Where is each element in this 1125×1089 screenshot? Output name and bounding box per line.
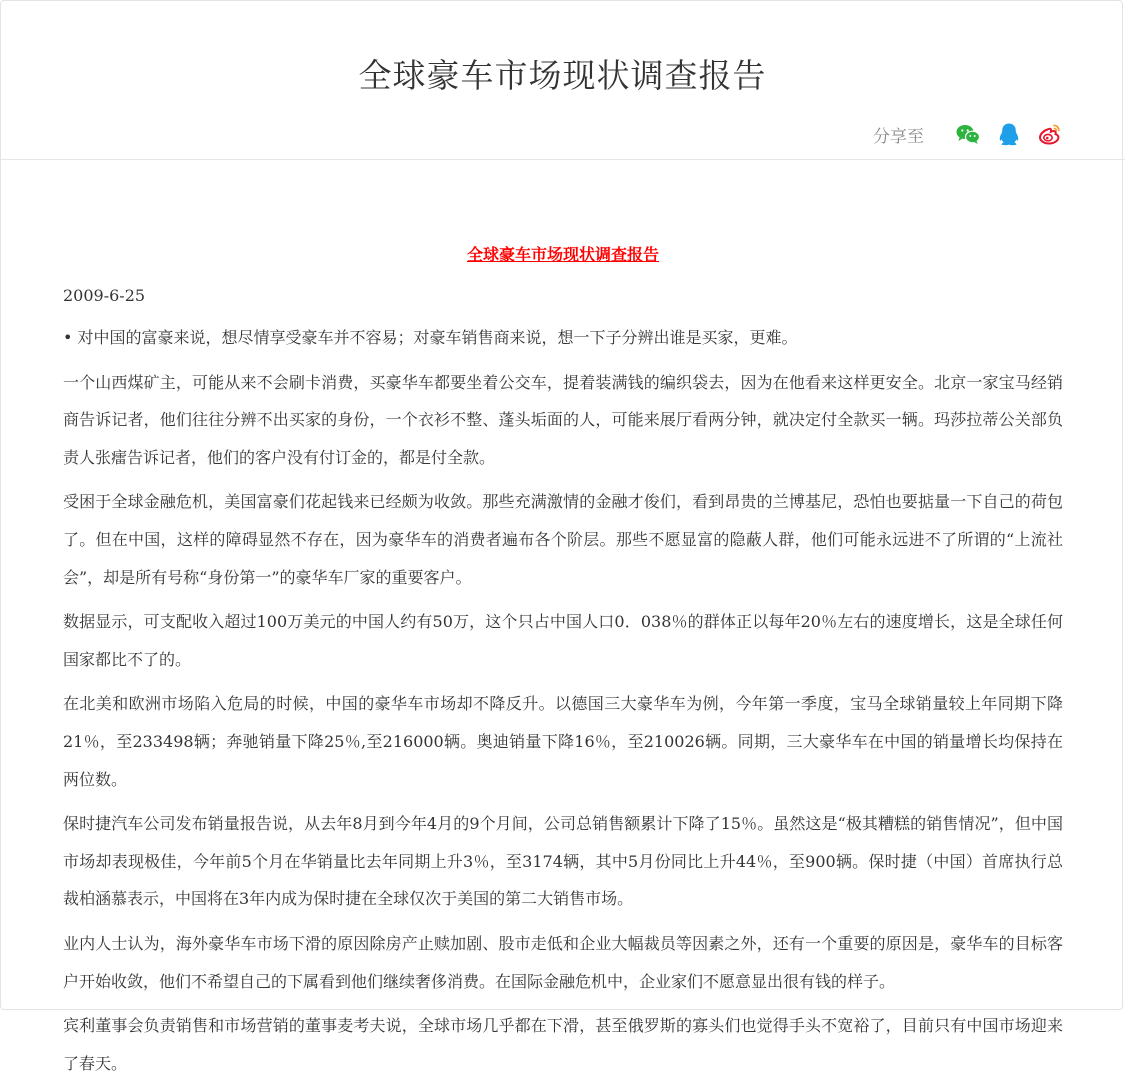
article-paragraph: 受困于全球金融危机，美国富豪们花起钱来已经颇为收敛。那些充满激情的金融才俊们，看到昂贵的兰博基尼，恐怕也要掂量一下自己的荷包了。但在中国，这样的障碍显然不存在，因为豪华车的消费者遍布各个阶层。那些不愿显富的隐蔽人群，他们可能永远进不了所谓的“上流社会”，却是所有号称“身份第一”的豪华车厂家的重要客户。 bbox=[63, 492, 1063, 587]
page-title: 全球豪车市场现状调查报告 bbox=[358, 56, 767, 95]
article-paragraph: 业内人士认为，海外豪华车市场下滑的原因除房产止赎加剧、股市走低和企业大幅裁员等因素之外，还有一个重要的原因是，豪华车的目标客户开始收敛，他们不希望自己的下属看到他们继续奢侈消费。在国际金融危机中，企业家们不愿意显出很有钱的样子。 bbox=[63, 933, 1063, 991]
article-paragraph: 一个山西煤矿主，可能从来不会刷卡消费，买豪华车都要坐着公交车，提着装满钱的编织袋去，因为在他看来这样更安全。北京一家宝马经销商告诉记者，他们往往分辨不出买家的身份，一个衣衫不整、蓬头垢面的人，可能来展厅看两分钟，就决定付全款买一辆。玛莎拉蒂公关部负责人张癗告诉记者，他们的客户没有付订金的，都是付全款。 bbox=[63, 372, 1063, 467]
wechat-icon[interactable] bbox=[955, 121, 981, 147]
article-paragraph: 数据显示，可支配收入超过100万美元的中国人约有50万，这个只占中国人口0．038％的群体正以每年20％左右的速度增长，这是全球任何国家都比不了的。 bbox=[63, 612, 1063, 669]
weibo-icon[interactable] bbox=[1037, 121, 1063, 147]
page-header bbox=[0, 0, 1125, 160]
article-paragraph: 宾利董事会负责销售和市场营销的董事麦考夫说，全球市场几乎都在下滑，甚至俄罗斯的寡头们也觉得手头不宽裕了，目前只有中国市场迎来了春天。 bbox=[63, 1016, 1063, 1073]
article-title[interactable]: 全球豪车市场现状调查报告 bbox=[466, 245, 659, 264]
share-bar bbox=[873, 118, 1063, 150]
article-date: 2009-6-25 bbox=[63, 286, 146, 305]
article-paragraph: • 对中国的富豪来说，想尽情享受豪车并不容易；对豪车销售商来说，想一下子分辨出谁是买家，更难。 bbox=[63, 328, 798, 347]
share-label: 分享至 bbox=[873, 126, 924, 147]
article-paragraph: 保时捷汽车公司发布销量报告说，从去年8月到今年4月的9个月间，公司总销售额累计下降了15％。虽然这是“极其糟糕的销售情况”，但中国市场却表现极佳，今年前5个月在华销量比去年同期上升3％，至3174辆，其中5月份同比上升44％，至900辆。保时捷（中国）首席执行总裁柏涵慕表示，中国将在3年内成为保时捷在全球仅次于美国的第二大销售市场。 bbox=[63, 814, 1063, 909]
qq-icon[interactable] bbox=[996, 121, 1022, 147]
article-body bbox=[63, 241, 1063, 1089]
article-paragraph: 在北美和欧洲市场陷入危局的时候，中国的豪华车市场却不降反升。以德国三大豪华车为例，今年第一季度，宝马全球销量较上年同期下降21％，至233498辆；奔驰销量下降25％,至216000辆。奥迪销量下降16％，至210026辆。同期，三大豪华车在中国的销量增长均保持在两位数。 bbox=[63, 694, 1063, 789]
